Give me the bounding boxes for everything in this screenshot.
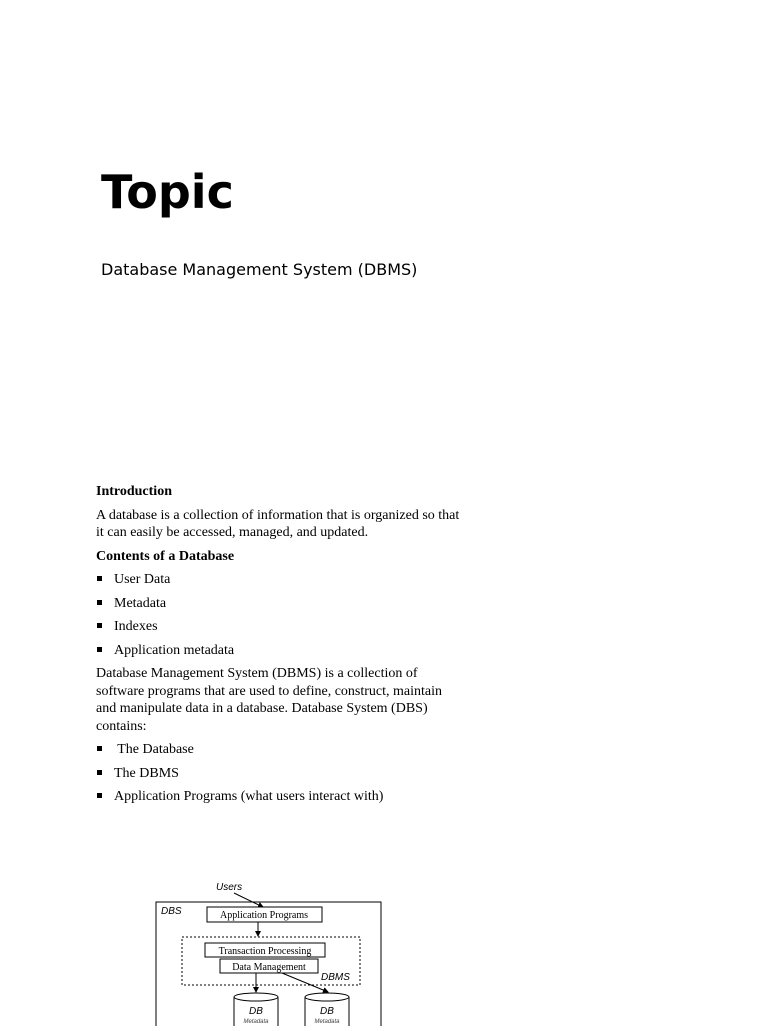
list-item-label: Application Programs (what users interact with) <box>114 789 384 804</box>
dbs-diagram-svg <box>150 876 390 1026</box>
list-item <box>96 741 461 759</box>
list-item <box>96 595 461 613</box>
transaction-processing-label: Transaction Processing <box>218 946 312 957</box>
bullet-icon <box>97 623 102 628</box>
dbs-label: DBS <box>161 906 182 917</box>
contents-list <box>96 571 461 659</box>
db1-label: DB <box>249 1006 263 1017</box>
page-title: Topic <box>101 165 234 219</box>
bullet-icon <box>97 770 102 775</box>
bullet-icon <box>97 576 102 581</box>
list-item-label: Application metadata <box>114 642 235 658</box>
db2-label: DB <box>320 1006 334 1017</box>
users-arrow <box>234 893 263 907</box>
bullet-icon <box>97 600 102 605</box>
list-item-label: The Database <box>114 742 194 757</box>
list-item <box>96 788 461 806</box>
dbms-definition-text: Database Management System (DBMS) is a collection of software programs that are used to define, construct, maintain and manipulate data in a database. Database System (DBS) contains: <box>96 666 442 734</box>
contents-heading: Contents of a Database <box>96 548 235 564</box>
bullet-icon <box>97 793 102 798</box>
list-item-label: User Data <box>114 572 171 587</box>
document-body <box>96 483 461 812</box>
introduction-text: A database is a collection of information that is organized so that it can easily be accessed, managed, and updated. <box>96 507 460 540</box>
bullet-icon <box>97 746 102 751</box>
list-item-label: The DBMS <box>114 765 179 781</box>
page-subtitle: Database Management System (DBMS) <box>101 260 418 279</box>
users-label: Users <box>216 882 243 893</box>
list-item-label: Indexes <box>114 619 158 634</box>
data-management-label: Data Management <box>232 962 306 973</box>
dbs-diagram <box>150 876 390 1026</box>
bullet-icon <box>97 647 102 652</box>
list-item <box>96 765 461 783</box>
dbms-label: DBMS <box>321 972 350 983</box>
db2-sublabel: Metadata <box>314 1019 340 1025</box>
list-item-label: Metadata <box>114 595 167 611</box>
application-programs-label: Application Programs <box>219 910 309 921</box>
list-item <box>96 642 461 660</box>
introduction-heading: Introduction <box>96 484 172 499</box>
list-item <box>96 618 461 636</box>
list-item <box>96 571 461 589</box>
db1-sublabel: Metadata <box>243 1019 269 1025</box>
dbs-contents-list <box>96 741 461 806</box>
